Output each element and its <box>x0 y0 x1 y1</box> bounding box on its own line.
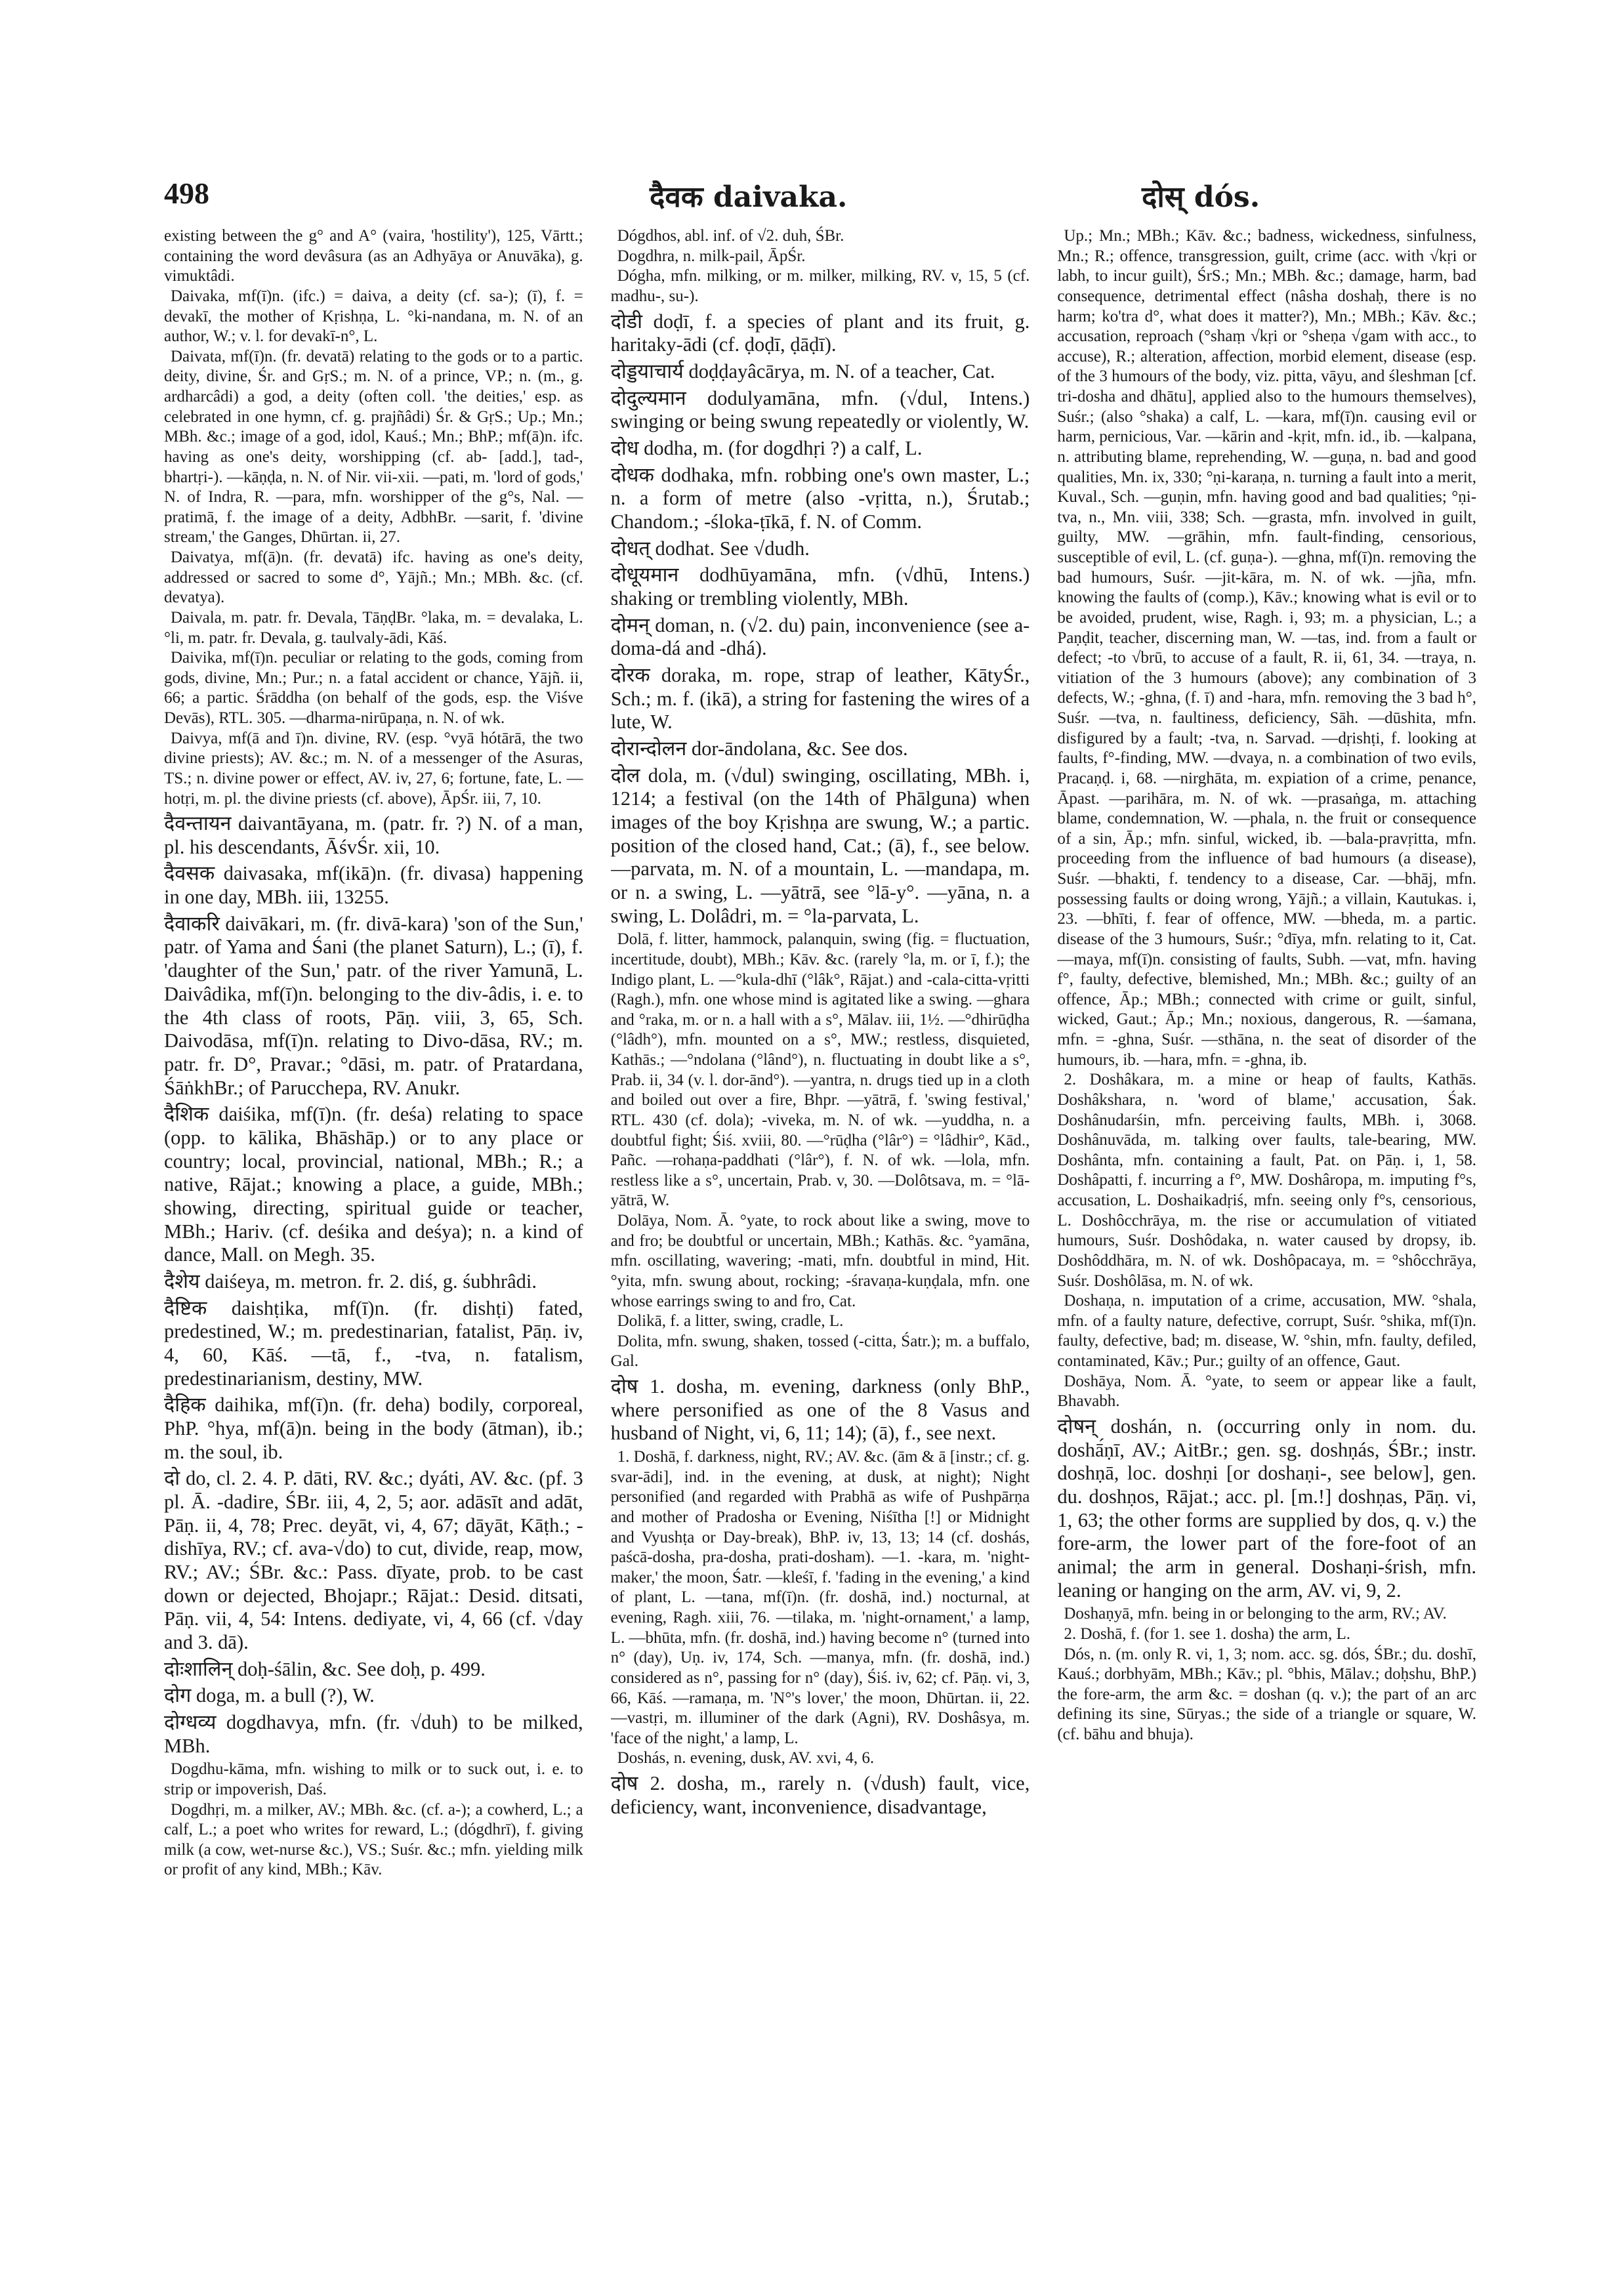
dictionary-entry: Dolikā, f. a litter, swing, cradle, L. <box>617 1312 844 1331</box>
dictionary-entry: Doshás, n. evening, dusk, AV. xvi, 4, 6. <box>617 1749 875 1768</box>
dictionary-entry: Daivaka, mf(ī)n. (ifc.) = daiva, a deity (cf. sa-); (ī), f. = devakī, the mother of Kṛishṇa, L. °ki-nandana, m. N. of an author, W.; v. l. for devakī-n°, L. <box>164 287 583 346</box>
dictionary-entry: दोध dodha, m. (for dogdhṛi ?) a calf, L. <box>610 436 923 459</box>
dictionary-entry: 2. Doshā, f. (for 1. see 1. dosha) the arm, L. <box>1064 1624 1351 1643</box>
dictionary-entry: दोडी doḍī, f. a species of plant and its fruit, g. haritaky-ādi (cf. ḍoḍī, ḍāḍī). <box>610 310 1030 356</box>
right-running-headword: दोस् dós. <box>1142 180 1260 214</box>
dictionary-entry: दैवाकरि daivākari, m. (fr. divā-kara) 'son of the Sun,' patr. of Yama and Śani (the planet Saturn), L.; (ī), f. 'daughter of the Sun,' patr. of the river Yamunā, L. Daivâdika, mf(ī)n. belonging to the div-âdis, i. e. to the 4th class of roots, Pāṇ. viii, 3, 65, Sch. Daivodāsa, mf(ī)n. relating to Divo-dāsa, RV.; m. patr. fr. D°, Pravar.; °dāsi, m. patr. of Pratardana, ŚāṅkhBr.; of Parucchepa, RV. Anukr. <box>164 912 583 1099</box>
dictionary-entry: दैशेय daiśeya, m. metron. fr. 2. diś, g. śubhrâdi. <box>164 1270 537 1292</box>
dictionary-entry: 1. Doshā, f. darkness, night, RV.; AV. &c. (ām & ā [instr.; cf. g. svar-ādi], ind. in the evening, at dusk, at night); Night personified (and regarded with Prabhā as wife of Pushpārṇa and mother of Pradosha or Evening, Niśītha [!] or Midnight and Vyushṭa or Day-break), BhP. iv, 13, 13; 14 (cf. doshás, paścā-dosha, pra-dosha, prati-dosham). —1. -kara, m. 'night-maker,' the moon, Śatr. —kleśī, f. 'fading in the evening,' a kind of plant, L. —tana, mf(ī)n. (fr. doshā, ind.) nocturnal, at evening, Ragh. xiii, 76. —tilaka, m. 'night-ornament,' a lamp, L. —bhūta, mfn. (fr. doshā, ind.) having become n° (turned into n° (day), Uṇ. iv, 174, Sch. —manya, mfn. (fr. doshā, ind.) considered as n°, passing for n° (day), Śiś. iv, 62; cf. Pāṇ. vi, 3, 66, Kāś. —ramaṇa, m. 'N°'s lover,' the moon, Dhūrtan. ii, 22. —vastṛi, m. illuminer of the dark (Agni), RV. Doshâsya, m. 'face of the night,' a lamp, L. <box>610 1448 1030 1747</box>
dictionary-entry: दैशिक daiśika, mf(ī)n. (fr. deśa) relating to space (opp. to kālika, Bhāshāp.) or to any place or country; local, provincial, national, MBh.; R.; a native, Rājat.; knowing a place, a guide, MBh.; showing, directing, spiritual guide or teacher, MBh.; Hariv. (cf. deśika and deśya); n. a kind of dance, Mall. on Megh. 35. <box>164 1103 583 1266</box>
dictionary-entry: Daivya, mf(ā and ī)n. divine, RV. (esp. °vyā hótārā, the two divine priests); AV. &c.; m. N. of a messenger of the Asuras, TS.; n. divine power or effect, AV. iv, 27, 6; fortune, fate, L. —hotṛi, m. pl. the divine priests (cf. above), ĀpŚr. iii, 7, 10. <box>164 729 583 808</box>
dictionary-entry: दोष 1. dosha, m. evening, darkness (only BhP., where personified as one of the 8 Vasus and husband of Night, vi, 6, 11; 14); (ā), f., see next. <box>610 1375 1030 1445</box>
dictionary-entry: Dogdhra, n. milk-pail, ĀpŚr. <box>617 247 806 265</box>
dictionary-entry: Dolita, mfn. swung, shaken, tossed (-citta, Śatr.); m. a buffalo, Gal. <box>610 1332 1030 1371</box>
dictionary-entry: दोधक dodhaka, mfn. robbing one's own master, L.; n. a form of metre (also -vṛitta, n.), Śrutab.; Chandom.; -śloka-ṭīkā, f. N. of Comm. <box>610 463 1030 533</box>
dictionary-entry: दोड्डयाचार्य doḍḍayâcārya, m. N. of a teacher, Cat. <box>610 360 995 382</box>
dictionary-entry: दोष 2. dosha, m., rarely n. (√dush) fault, vice, deficiency, want, inconvenience, disadvantage, <box>610 1772 1030 1818</box>
dictionary-entry: दोःशालिन् doḥ-śālin, &c. See doḥ, p. 499. <box>164 1657 486 1680</box>
dictionary-entry: दोल dola, m. (√dul) swinging, oscillating, MBh. i, 1214; a festival (on the 14th of Phālguna) when images of the boy Kṛishṇa are swung, W.; a partic. position of the closed hand, Cat.; (ā), f., see below. —parvata, m. N. of a mountain, L. —mandapa, m. or n. a swing, L. —yātrā, see °lā-y°. —yāna, n. a swing, L. Dolâdri, m. = °la-parvata, L. <box>610 764 1030 927</box>
dictionary-entry: Doshaṇa, n. imputation of a crime, accusation, MW. °shala, mfn. of a faulty nature, defective, corrupt, Suśr. °shika, mf(ī)n. faulty, defective, bad; m. disease, W. °shin, mfn. faulty, defiled, contaminated, Kāv.; Pur.; guilty of an offence, Gaut. <box>1057 1292 1477 1370</box>
dictionary-entry: दोमन् doman, n. (√2. du) pain, inconvenience (see a-doma-dá and -dhá). <box>610 613 1030 660</box>
dictionary-entry: Up.; Mn.; MBh.; Kāv. &c.; badness, wickedness, sinfulness, Mn.; R.; offence, transgression, guilt, crime (acc. with √kṛi or labh, to incur guilt), ŚrS.; Mn.; MBh. &c.; damage, harm, bad consequence, detrimental effect (nâsha doshaḥ, there is no harm; ko'tra d°, what does it matter?), Mn.; MBh.; Kāv. &c.; accusation, reproach (°shaṃ √kṛi or °sheṇa √gam with acc., to accuse), R.; alteration, affection, morbid element, disease (esp. of the 3 humours of the body, viz. pitta, vāyu, and śleshman [cf. tri-dosha and dhātu], applied also to the humours themselves), Suśr.; (also °shaka) a calf, L. —kara, mf(ī)n. causing evil or harm, pernicious, Var. —kārin and -kṛit, mfn. id., ib. —kalpana, n. attributing blame, reprehending, W. —guṇa, n. bad and good qualities, Mn. ix, 330; °ṇi-karaṇa, n. turning a fault into a merit, Kuval., Sch. —guṇin, mfn. having good and bad qualities; °ṇi-tva, n., Mn. viii, 338; Sch. —grasta, mfn. involved in guilt, guilty, MW. —grāhin, mfn. fault-finding, censorious, susceptible of evil, L. (cf. guṇa-). —ghna, mf(ī)n. removing the bad humours, Suśr. —jit-kāra, m. N. of wk. —jña, mfn. knowing the faults of (comp.), Kāv.; knowing what is evil or to be avoided, prudent, wise, Ragh. i, 93; m. a physician, L.; a Paṇḍit, teacher, discerning man, W. —tas, ind. from a fault or defect; -to √brū, to accuse of a fault, R. ii, 61, 34. —traya, n. vitiation of the 3 humours (above); any combination of 3 defects, W.; -ghna, (f. ī) and -hara, mfn. removing the 3 bad h°, Suśr. —tva, n. faultiness, deficiency, Sāh. —dūshita, mfn. disfigured by a fault; -tva, n. Sarvad. —dṛishṭi, f. looking at faults, f°-finding, MW. —dvaya, n. a combination of two evils, Pracaṇḍ. i, 68. —nirghāta, m. expiation of a crime, penance, Āpast. —parihāra, m. N. of wk. —prasaṅga, m. attaching blame, condemnation, W. —phala, n. the fruit or consequence of a sin, Āp.; mfn. sinful, wicked, ib. —bala-pravṛitta, mfn. proceeding from the influence of bad humours (a disease), Suśr. —bhakti, f. tendency to a disease, Car. —bhāj, mfn. possessing faults or doing wrong, Yājñ.; a villain, Kautukas. i, 23. —bhīti, f. fear of offence, MW. —bheda, m. a partic. disease of the 3 humours, Suśr.; °dīya, mfn. relating to it, Cat. —maya, mf(ī)n. consisting of faults, Subh. —vat, mfn. having f°, faulty, defective, blemished, Mn.; MBh. &c.; guilty of an offence, Āp.; MBh.; connected with crime or guilt, sinful, wicked, Gaut.; Āp.; Mn.; noxious, dangerous, R. —śamana, mfn. = -ghna, Suśr. —sthāna, n. the seat of disorder of the humours, ib. —hara, mfn. = -ghna, ib. <box>1057 227 1477 1069</box>
column-right <box>1057 226 1476 2260</box>
dictionary-entry: Dogdhu-kāma, mfn. wishing to milk or to suck out, i. e. to strip or impoverish, Daś. <box>164 1760 583 1798</box>
dictionary-entry: दो do, cl. 2. 4. P. dāti, RV. &c.; dyáti, AV. &c. (pf. 3 pl. Ā. -dadire, ŚBr. iii, 4, 2, 5; aor. adāsīt and adāt, Pāṇ. ii, 4, 78; Prec. deyāt, vi, 4, 67; dāyāt, Kāṭh.; -dishīya, RV.; cf. ava-√do) to cut, divide, reap, mow, RV.; AV.; ŚBr. &c.: Pass. dīyate, prob. to be cast down or dejected, Bhojapr.; Rājat.: Desid. ditsati, Pāṇ. vii, 4, 54: Intens. dediyate, vi, 4, 66 (cf. √day and 3. dā). <box>164 1467 583 1653</box>
dictionary-entry: Dolā, f. litter, hammock, palanquin, swing (fig. = fluctuation, incertitude, doubt), MBh.; Kāv. &c. (rarely °la, m. or ī, f.); the Indigo plant, L. —°kula-dhī (°lâk°, Rājat.) and -cala-citta-vṛitti (Ragh.), mfn. one whose mind is agitated like a swing. —ghara and °raka, m. or n. a hall with a s°, Mālav. iii, 1½. —°dhirūḍha (°lâdh°), mfn. mounted on a s°, MW.; restless, disquieted, Kathās.; —°ndolana (°lând°), n. fluctuating in doubt like a s°, Prab. ii, 34 (v. l. dor-ānd°). —yantra, n. drugs tied up in a cloth and boiled out over a fire, Bhpr. —yātrā, f. 'swing festival,' RTL. 430 (cf. dola); -viveka, m. N. of wk. —yuddha, n. a doubtful fight; Śiś. xviii, 80. —°rūḍha (°lâr°) = °lâdhir°, Kād., Pañc. —rohaṇa-paddhati (°lâr°), f. N. of wk. —lola, mfn. restless like a s°, uncertain, Prab. v, 30. —Dolôtsava, m. = °lā-yātrā, W. <box>610 930 1030 1210</box>
dictionary-entry: दोधूयमान dodhūyamāna, mfn. (√dhū, Intens.) shaking or trembling violently, MBh. <box>610 564 1030 610</box>
dictionary-entry: Dós, n. (m. only R. vi, 1, 3; nom. acc. sg. dós, ŚBr.; du. doshī, Kauś.; dorbhyām, MBh.; Kāv.; pl. °bhis, Mālav.; doḥshu, BhP.) the fore-arm, the arm &c. = doshan (q. v.); the part of an arc defining its sine, Sūryas.; the side of a triangle or square, W. (cf. bāhu and bhuja). <box>1057 1645 1477 1743</box>
dictionary-entry: existing between the g° and A° (vaira, 'hostility'), 125, Vārtt.; containing the word devâsura (as an Adhyāya or Anuvāka), g. vimuktâdi. <box>164 227 583 285</box>
dictionary-entry: Dolāya, Nom. Ā. °yate, to rock about like a swing, move to and fro; be doubtful or uncertain, MBh.; Kathās. &c. °yamāna, mfn. oscillating, wavering; -mati, mfn. doubtful in mind, Hit. °yita, mfn. swung about, rocking; -śravaṇa-kuṇḍala, mfn. one whose earrings swing to and fro, Cat. <box>610 1212 1030 1310</box>
page-number: 498 <box>164 176 209 210</box>
page-header <box>164 176 1476 215</box>
dictionary-entry: Dogdhṛi, m. a milker, AV.; MBh. &c. (cf. a-); a cowherd, L.; a calf, L.; a poet who writes for reward, L.; (dógdhrī), f. giving milk (a cow, wet-nurse &c.), VS.; Suśr. &c.; mfn. yielding milk or profit of any kind, MBh.; Kāv. <box>164 1800 583 1879</box>
dictionary-entry: Doshaṇyā, mfn. being in or belonging to the arm, RV.; AV. <box>1064 1605 1447 1623</box>
dictionary-entry: दैहिक daihika, mf(ī)n. (fr. deha) bodily, corporeal, PhP. °hya, mf(ā)n. being in the body (ātman), ib.; m. the soul, ib. <box>164 1394 583 1463</box>
dictionary-entry: 2. Doshâkara, m. a mine or heap of faults, Kathās. Doshâkshara, n. 'word of blame,' accusation, Śak. Doshânudarśin, mfn. perceiving faults, MBh. i, 3068. Doshânuvāda, m. talking over faults, tale-bearing, MW. Doshânta, mfn. containing a fault, Pat. on Pāṇ. i, 1, 58. Doshâpatti, f. incurring a f°, MW. Doshâropa, m. imputing f°s, accusation, L. Doshaikadṛiś, mfn. seeing only f°s, censorious, L. Doshôcchrāya, m. the rise or accumulation of vitiated humours, Suśr. Doshôdaka, n. water caused by dropsy, ib. Doshôddhāra, m. N. of wk. Doshôpacaya, m. = °shôcchrāya, Suśr. Doshôlāsa, m. N. of wk. <box>1057 1071 1477 1290</box>
dictionary-entry: दैष्टिक daishṭika, mf(ī)n. (fr. dishṭi) fated, predestined, W.; m. predestinarian, fatalist, Pāṇ. iv, 4, 60, Kāś. —tā, f., -tva, n. fatalism, predestinarianism, destiny, MW. <box>164 1296 583 1390</box>
dictionary-entry: दोषन् doshán, n. (occurring only in nom. du. doshā́ṇī, AV.; AitBr.; gen. sg. doshṇás, ŚBr.; instr. doshṇā, loc. doshṇi [or doshaṇi-, see below], gen. du. doshṇos, Rājat.; acc. pl. [m.!] doshṇas, Pāṇ. vi, 1, 63; the other forms are supplied by dos, q. v.) the fore-arm, the lower part of the fore-foot of an animal; the arm in general. Doshaṇi-śrish, mfn. leaning or hanging on the arm, AV. vi, 9, 2. <box>1057 1415 1477 1602</box>
dictionary-entry: Daivata, mf(ī)n. (fr. devatā) relating to the gods or to a partic. deity, divine, Śr. and GṛS.; m. N. of a prince, VP.; n. (m., g. ardharcâdi) a god, a deity (often coll. 'the deities,' esp. as celebrated in one hymn, cf. g. prajñâdi) Śr. & GṛS.; Up.; Mn.; MBh. &c.; image of a god, idol, Kauś.; Mn.; BhP.; mf(ā)n. ifc. having as one's deity, worshipping (cf. ab- [add.], tad-, bhartṛi-). —kāṇḍa, n. N. of Nir. vii-xii. —pati, m. 'lord of gods,' N. of Indra, R. —para, mfn. worshipper of the g°s, Nal. —pratimā, f. the image of a deity, AdbhBr. —sarit, f. 'divine stream,' the Ganges, Dhūrtan. ii, 27. <box>164 347 583 547</box>
dictionary-entry: दोधत् dodhat. See √dudh. <box>610 537 810 560</box>
columns <box>164 226 1476 2260</box>
dictionary-entry: दोदुल्यमान dodulyamāna, mfn. (√dul, Intens.) swinging or being swung repeatedly or violently, W. <box>610 386 1030 433</box>
dictionary-entry: Dógha, mfn. milking, or m. milker, milking, RV. v, 15, 5 (cf. madhu-, su-). <box>610 267 1030 305</box>
dictionary-entry: Doshāya, Nom. Ā. °yate, to seem or appear like a fault, Bhavabh. <box>1057 1372 1477 1411</box>
dictionary-entry: दोरक doraka, m. rope, strap of leather, KātyŚr., Sch.; m. f. (ikā), a string for fastening the wires of a lute, W. <box>610 663 1030 734</box>
dictionary-entry: Daivatya, mf(ā)n. (fr. devatā) ifc. having as one's deity, addressed or sacred to some d°, Yājñ.; Mn.; MBh. &c. (cf. devatya). <box>164 548 583 607</box>
column-left <box>164 226 583 2260</box>
dictionary-entry: Daivika, mf(ī)n. peculiar or relating to the gods, coming from gods, divine, Mn.; Pur.; n. a fatal accident or chance, Yājñ. ii, 66; a partic. Śrāddha (on behalf of the gods, esp. the Viśve Devās), RTL. 305. —dharma-nirūpaṇa, n. N. of wk. <box>164 649 583 727</box>
dictionary-entry: दोग doga, m. a bull (?), W. <box>164 1684 375 1707</box>
column-middle <box>611 226 1030 2260</box>
dictionary-entry: Daivala, m. patr. fr. Devala, TāṇḍBr. °laka, m. = devalaka, L. °li, m. patr. fr. Devala, g. taulvaly-ādi, Kāś. <box>164 608 583 647</box>
left-running-headword: दैवक daivaka. <box>650 180 848 214</box>
dictionary-entry: दोग्धव्य dogdhavya, mfn. (fr. √duh) to be milked, MBh. <box>164 1710 583 1757</box>
dictionary-entry: दैवन्तायन daivantāyana, m. (patr. fr. ?) N. of a man, pl. his descendants, ĀśvŚr. xii, 10. <box>164 812 583 858</box>
dictionary-entry: दैवसक daivasaka, mf(ikā)n. (fr. divasa) happening in one day, MBh. iii, 13255. <box>164 862 583 909</box>
dictionary-entry: दोरान्दोलन dor-āndolana, &c. See dos. <box>610 737 908 760</box>
dictionary-entry: Dógdhos, abl. inf. of √2. duh, ŚBr. <box>617 227 844 245</box>
